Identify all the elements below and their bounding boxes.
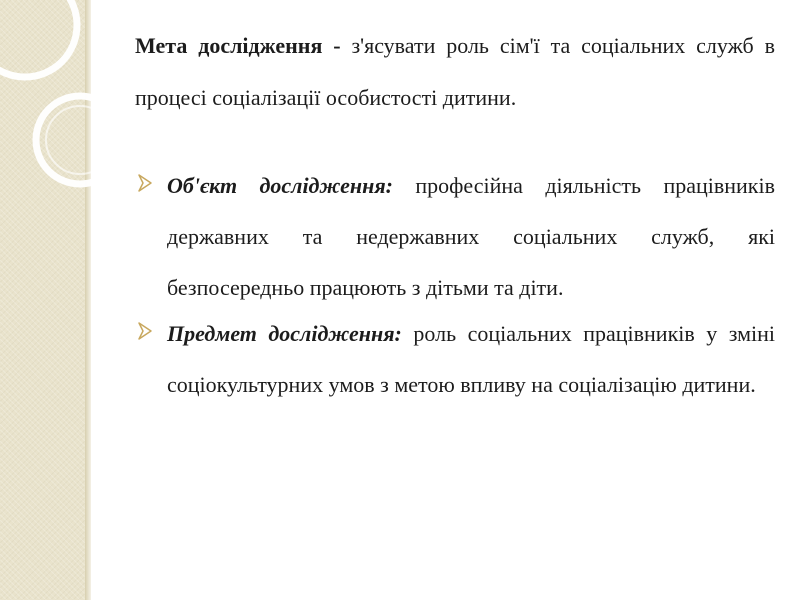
hollow-arrowhead-icon <box>135 321 155 341</box>
object-text: професійна діяльність працівників державних та недержавних соціальних служб, які безпосередньо працюють з дітьми та діти. <box>167 173 775 300</box>
subject-text: роль соціальних працівників у зміні соціокультурних умов з метою впливу на соціалізацію дитини. <box>167 321 776 397</box>
subject-label: Предмет дослідження: <box>167 321 402 346</box>
hollow-arrowhead-icon <box>135 173 155 193</box>
goal-text: з'ясувати роль сім'ї та соціальних служб в процесі соціалізації особистості дитини. <box>135 33 775 110</box>
object-paragraph <box>167 160 775 313</box>
subject-bullet <box>135 308 775 410</box>
goal-paragraph <box>135 20 775 124</box>
rings-decoration <box>0 0 120 240</box>
subject-paragraph <box>167 308 775 410</box>
object-bullet <box>135 160 775 313</box>
object-label: Об'єкт дослідження: <box>167 173 393 198</box>
goal-label: Мета дослідження - <box>135 33 352 58</box>
